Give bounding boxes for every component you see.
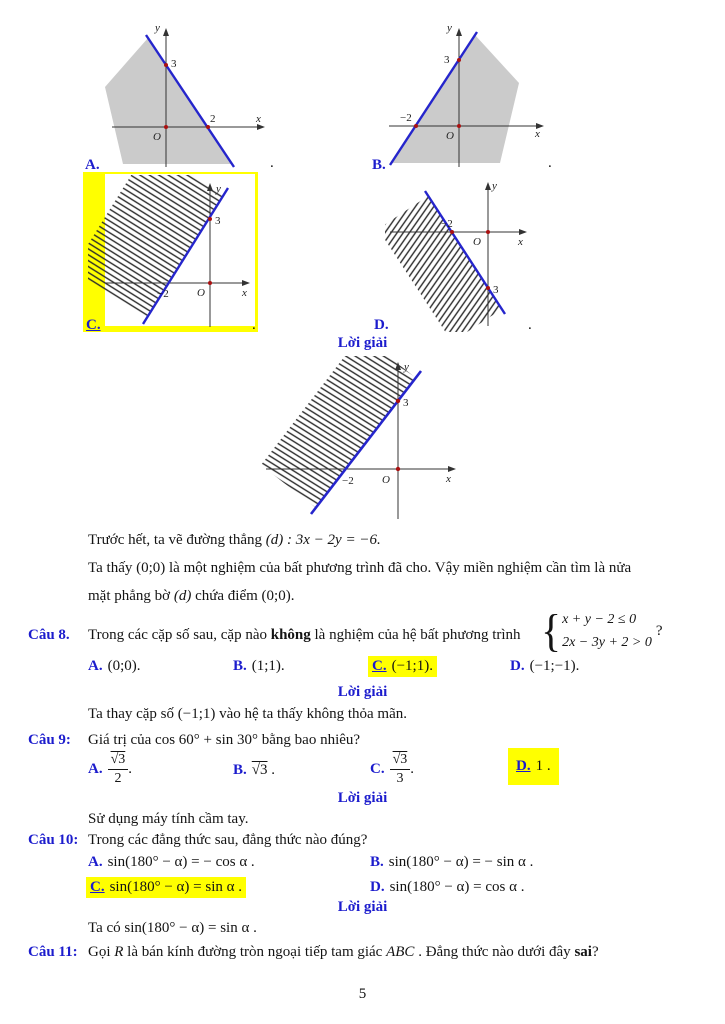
solution-text-line1	[88, 532, 381, 549]
point-origin	[208, 281, 212, 285]
shaded-region	[392, 35, 519, 163]
triangle-abc: ABC	[386, 944, 415, 960]
option-key: D.	[516, 758, 531, 774]
system-brace: {	[541, 605, 561, 656]
question-10-label: Câu 10:	[28, 832, 79, 848]
figure-c-graph	[88, 175, 254, 329]
option-tail: .	[410, 761, 415, 778]
q9-option-d-correct	[508, 748, 559, 785]
y-axis-label: y	[216, 183, 221, 195]
denominator: 3	[396, 771, 404, 787]
point-0-3	[164, 63, 168, 67]
hatched-region	[385, 196, 502, 332]
option-key: C.	[372, 658, 387, 674]
y-axis-arrow	[163, 28, 169, 36]
option-value: sin(180° − α) = − sin α .	[388, 854, 534, 870]
inequality-1: x + y − 2 ≤ 0	[562, 612, 637, 627]
point-neg2-0	[450, 230, 454, 234]
x-axis-arrow	[242, 280, 250, 286]
option-c-figure-label: C.	[86, 317, 101, 333]
text: là nghiệm của hệ bất phương trình	[310, 627, 521, 643]
option-value: sin(180° − α) = cos α .	[389, 879, 525, 895]
figure-a-graph	[103, 22, 268, 170]
q8-option-b	[233, 658, 285, 675]
q9-option-c	[370, 752, 414, 787]
emphasis-khong: không	[270, 627, 311, 643]
fraction	[390, 752, 411, 787]
origin-label: O	[446, 130, 454, 142]
x-tick-label: −2	[441, 218, 453, 230]
y-axis-arrow	[485, 182, 491, 190]
q9-solution-text: Sử dụng máy tính cầm tay.	[88, 811, 249, 827]
numerator: √3	[108, 752, 129, 770]
solution-text-line2: Ta thấy (0;0) là một nghiệm của bất phương trình đã cho. Vậy miền nghiệm cần tìm là nửa	[88, 560, 632, 576]
text: Trước hết, ta vẽ đường thẳng	[88, 532, 266, 548]
origin-label: O	[473, 236, 481, 248]
x-axis-arrow	[448, 466, 456, 472]
point-0-3	[396, 399, 400, 403]
inequality-2: 2x − 3y + 2 > 0	[562, 635, 652, 650]
period-after-figure-b: .	[548, 155, 552, 171]
x-tick-label: 2	[210, 113, 216, 125]
x-axis-label: x	[242, 287, 247, 299]
x-axis-label: x	[518, 236, 523, 248]
q10-option-d	[370, 879, 524, 896]
option-key: A.	[88, 854, 103, 870]
option-key: C.	[370, 761, 385, 778]
origin-label: O	[197, 287, 205, 299]
x-axis-label: x	[256, 113, 261, 125]
period-after-figure-a: .	[270, 155, 274, 171]
page-number: 5	[358, 986, 367, 1002]
q8-solution-text: Ta thay cặp số (−1;1) vào hệ ta thấy không thỏa mãn.	[88, 706, 407, 722]
q9-option-b	[233, 762, 275, 779]
solution-graph	[256, 356, 474, 524]
x-axis-arrow	[519, 229, 527, 235]
solution-heading: Lời giải	[337, 899, 388, 915]
x-axis-label: x	[446, 473, 451, 485]
point-origin	[486, 230, 490, 234]
question-11-stem	[88, 944, 599, 961]
y-axis-label: y	[447, 22, 452, 34]
fraction	[108, 752, 129, 787]
figure-b-graph	[380, 22, 555, 170]
hatched-region	[261, 356, 416, 508]
x-tick-label: −2	[400, 112, 412, 124]
question-10-stem: Trong các đẳng thức sau, đẳng thức nào đúng?	[88, 832, 368, 848]
option-key: C.	[90, 879, 105, 895]
emphasis-sai: sai	[574, 944, 592, 960]
period-after-figure-d: .	[528, 317, 532, 333]
q10-option-a	[88, 854, 255, 871]
question-11-label: Câu 11:	[28, 944, 78, 960]
q8-option-a	[88, 658, 141, 675]
question-9-stem: Giá trị của cos 60° + sin 30° bằng bao nhiêu?	[88, 732, 361, 748]
point-neg2-0	[414, 124, 418, 128]
option-value: (0;0).	[107, 658, 141, 674]
text: là bán kính đường tròn ngoại tiếp tam giác	[123, 944, 387, 960]
q10-solution-text: Ta có sin(180° − α) = sin α .	[88, 920, 257, 936]
y-axis-label: y	[155, 22, 160, 34]
text: mặt phẳng bờ	[88, 588, 174, 604]
option-value: 1 .	[535, 758, 551, 774]
point-0-3	[208, 217, 212, 221]
y-axis-label: y	[492, 180, 497, 192]
q8-option-d	[510, 658, 579, 675]
point-origin	[457, 124, 461, 128]
period-after-figure-c: .	[252, 317, 256, 333]
x-tick-label: −2	[157, 288, 169, 300]
question-8-stem	[88, 627, 521, 644]
shaded-region	[105, 38, 232, 164]
option-tail: .	[271, 762, 275, 778]
origin-label: O	[153, 131, 161, 143]
q10-option-b	[370, 854, 533, 871]
y-tick-label: 3	[493, 284, 499, 296]
figure-d-graph	[385, 176, 535, 332]
option-a-figure-label: A.	[85, 157, 100, 173]
option-value: sin(180° − α) = − cos α .	[107, 854, 255, 870]
option-key: B.	[233, 762, 247, 778]
denominator: 2	[114, 771, 122, 787]
solution-text-line3	[88, 588, 294, 605]
text: Trong các cặp số sau, cặp nào	[88, 627, 271, 643]
point-0-neg3	[486, 286, 490, 290]
y-tick-label: 3	[403, 397, 409, 409]
numerator: √3	[390, 752, 411, 770]
question-mark: ?	[655, 622, 663, 639]
option-d-figure-label: D.	[374, 317, 389, 333]
option-value: (−1;−1).	[529, 658, 580, 674]
x-axis-label: x	[535, 128, 540, 140]
inequality-system	[540, 605, 663, 656]
solution-heading: Lời giải	[337, 335, 388, 351]
line-d: (d)	[173, 588, 192, 604]
solution-heading: Lời giải	[337, 684, 388, 700]
option-b-figure-label: B.	[372, 157, 386, 173]
point-2-0	[206, 125, 210, 129]
equation-d: (d) : 3x − 2y = −6.	[265, 532, 381, 548]
option-value: (−1;1).	[391, 658, 433, 674]
option-key: B.	[233, 658, 247, 674]
y-tick-label: 3	[444, 54, 450, 66]
point-origin	[396, 467, 400, 471]
question-8-label: Câu 8.	[28, 627, 70, 643]
q10-option-c-correct	[86, 877, 246, 898]
option-key: D.	[370, 879, 385, 895]
option-key: A.	[88, 658, 103, 674]
y-axis-arrow	[456, 28, 462, 36]
text: ?	[591, 944, 599, 960]
question-9-label: Câu 9:	[28, 732, 71, 748]
point-0-3	[457, 58, 461, 62]
q8-option-c-correct	[368, 656, 437, 677]
text: chứa điểm (0;0).	[191, 588, 295, 604]
radical-value: √3	[251, 762, 268, 778]
option-value: sin(180° − α) = sin α .	[109, 879, 242, 895]
option-key: D.	[510, 658, 525, 674]
option-tail: .	[128, 761, 133, 778]
origin-label: O	[382, 474, 390, 486]
solution-heading: Lời giải	[337, 790, 388, 806]
x-tick-label: −2	[342, 475, 354, 487]
option-value: (1;1).	[251, 658, 285, 674]
point-origin	[164, 125, 168, 129]
y-tick-label: 3	[171, 58, 177, 70]
text: Gọi	[88, 944, 115, 960]
option-key: A.	[88, 761, 103, 778]
symbol-r: R	[114, 944, 124, 960]
y-tick-label: 3	[215, 215, 221, 227]
y-axis-label: y	[404, 361, 409, 373]
q9-option-a	[88, 752, 132, 787]
text: . Đẳng thức nào dưới đây	[414, 944, 575, 960]
option-key: B.	[370, 854, 384, 870]
